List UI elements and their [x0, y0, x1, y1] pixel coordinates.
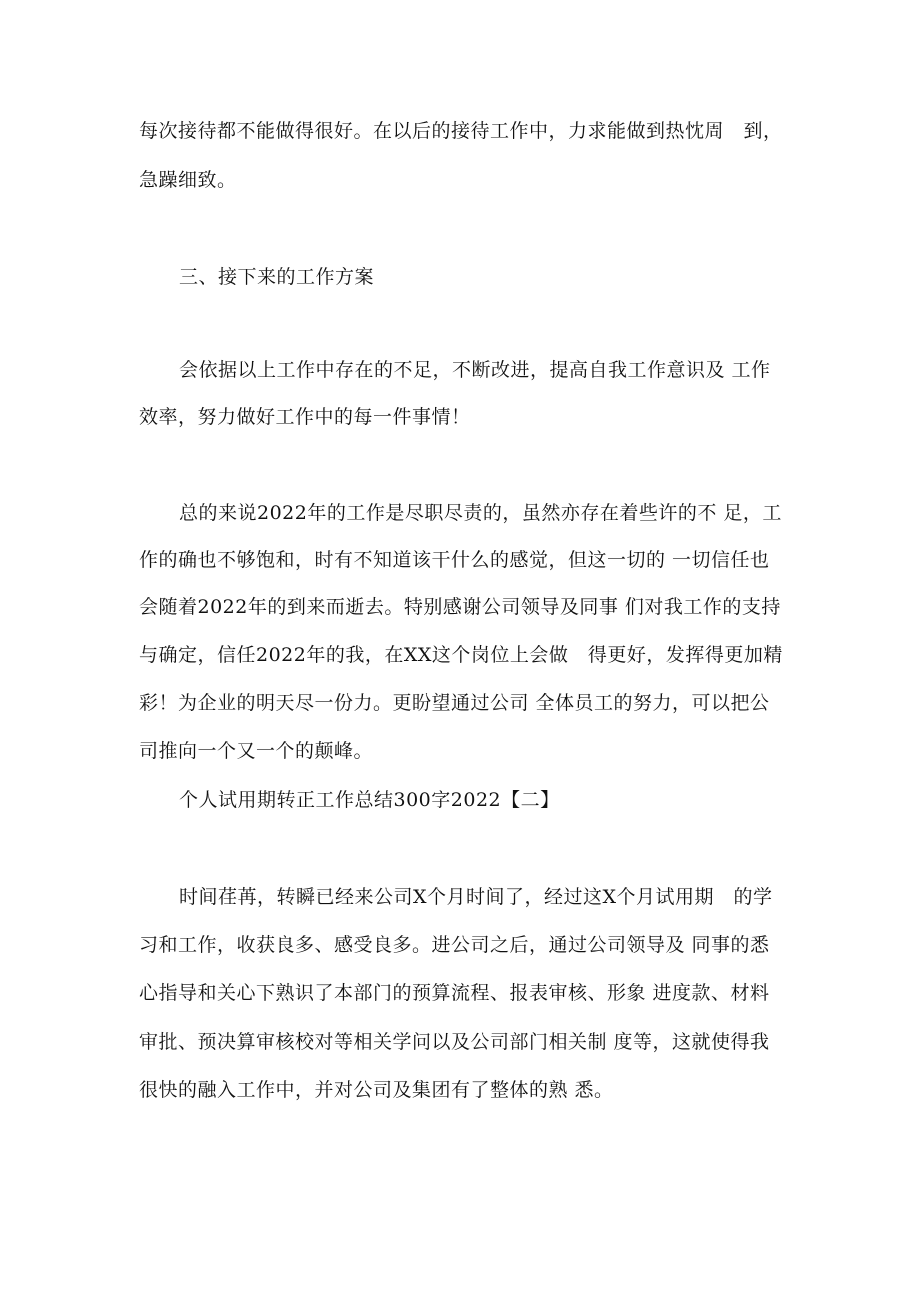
paragraph-line: 很快的融入工作中，并对公司及集团有了整体的熟 悉。: [139, 1079, 614, 1101]
paragraph-line: 急躁细致。: [139, 169, 237, 191]
paragraph-line: 总的来说2022年的工作是尽职尽责的，虽然亦存在着些许的不 足，工: [179, 502, 782, 524]
paragraph-line: 会依据以上工作中存在的不足，不断改进，提高自我工作意识及 工作: [179, 359, 771, 381]
paragraph-line: 司推向一个又一个的颠峰。: [139, 740, 374, 762]
paragraph-line: 时间荏苒，转瞬已经来公司X个月时间了，经过这X个月试用期 的学: [179, 886, 773, 908]
section-heading: 三、接下来的工作方案: [179, 266, 375, 288]
paragraph-line: 每次接待都不能做得很好。在以后的接待工作中，力求能做到热忱周 到，: [139, 120, 783, 142]
paragraph-line: 与确定，信任2022年的我，在XX这个岗位上会做 得更好，发挥得更加精: [139, 644, 783, 666]
paragraph-line: 习和工作，收获良多、感受良多。进公司之后，通过公司领导及 同事的悉: [139, 934, 770, 956]
paragraph-line: 彩！为企业的明天尽一份力。更盼望通过公司 全体员工的努力，可以把公: [139, 692, 770, 714]
paragraph-line: 效率，努力做好工作中的每一件事情！: [139, 406, 471, 428]
paragraph-line: 审批、预决算审核校对等相关学问以及公司部门相关制 度等，这就使得我: [139, 1031, 770, 1053]
paragraph-line: 会随着2022年的到来而逝去。特别感谢公司领导及同事 们对我工作的支持: [139, 596, 781, 618]
paragraph-line: 作的确也不够饱和，时有不知道该干什么的感觉，但这一切的 一切信任也: [139, 549, 770, 571]
paragraph-line: 心指导和关心下熟识了本部门的预算流程、报表审核、形象 进度款、材料: [139, 982, 770, 1004]
section-title: 个人试用期转正工作总结300字2022【二】: [179, 789, 560, 811]
